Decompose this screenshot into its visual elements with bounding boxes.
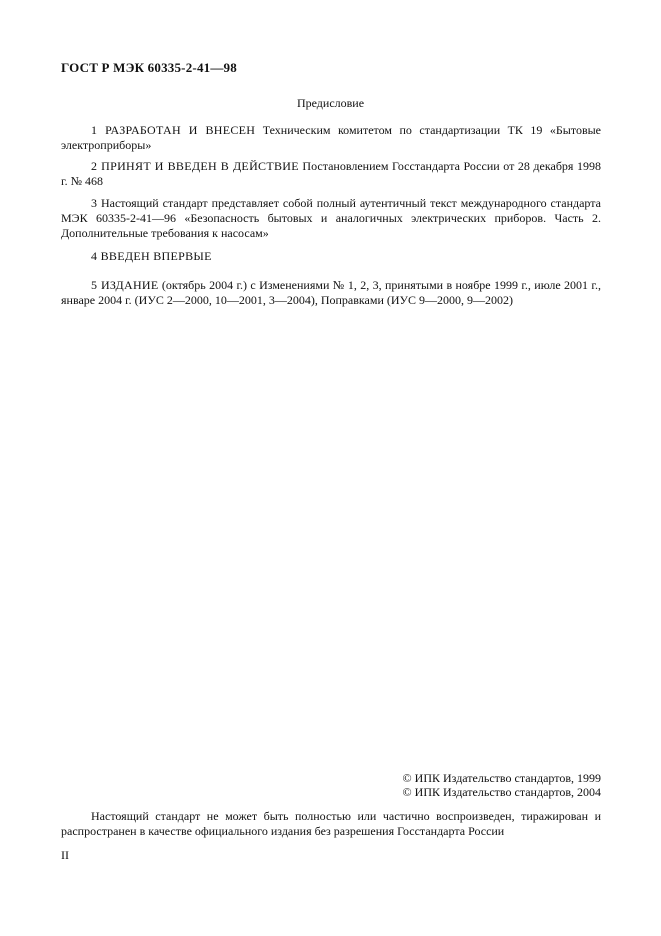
preface-item-2: [61, 159, 601, 189]
preface-item-text: Постановлением Госстандарта России от 28 декабря 1998 г. № 468: [61, 159, 601, 188]
preface-item-3: [61, 196, 601, 241]
preface-item-1: [61, 123, 601, 153]
preface-item-5: [61, 278, 601, 308]
preface-item-lead: 4 ВВЕДЕН ВПЕРВЫЕ: [91, 249, 212, 263]
page-number: II: [61, 848, 69, 862]
preface-item-lead: 1 РАЗРАБОТАН И ВНЕСЕН: [91, 123, 256, 137]
preface-item-text: (октябрь 2004 г.) с Изменениями № 1, 2, 3, принятыми в ноябре 1999 г., июле 2001 г., январе 2004 г. (ИУС 2—2000, 10—2001, 3—2004), Поправками (ИУС 9—2000, 9—2002): [61, 278, 601, 307]
reproduction-notice: Настоящий стандарт не может быть полностью или частично воспроизведен, тиражирован и распространен в качестве официального издания без разрешения Госстандарта России: [61, 809, 601, 838]
preface-item-text: Техническим комитетом по стандартизации ТК 19 «Бытовые электроприборы»: [61, 123, 601, 152]
copyright-line: © ИПК Издательство стандартов, 2004: [402, 785, 601, 799]
preface-title: Предисловие: [296, 96, 365, 110]
document-code: ГОСТ Р МЭК 60335-2-41—98: [61, 60, 237, 75]
copyright-block: [403, 771, 601, 799]
preface-item-text: 3 Настоящий стандарт представляет собой полный аутентичный текст международного стандарта МЭК 60335-2-41—96 «Безопасность бытовых и аналогичных электрических приборов. Часть 2. Дополнительные требования к насосам»: [61, 196, 601, 240]
copyright-line: © ИПК Издательство стандартов, 1999: [402, 771, 601, 785]
preface-item-4: [61, 249, 601, 264]
preface-item-lead: 2 ПРИНЯТ И ВВЕДЕН В ДЕЙСТВИЕ: [91, 159, 299, 173]
preface-item-lead: 5 ИЗДАНИЕ: [91, 278, 159, 292]
